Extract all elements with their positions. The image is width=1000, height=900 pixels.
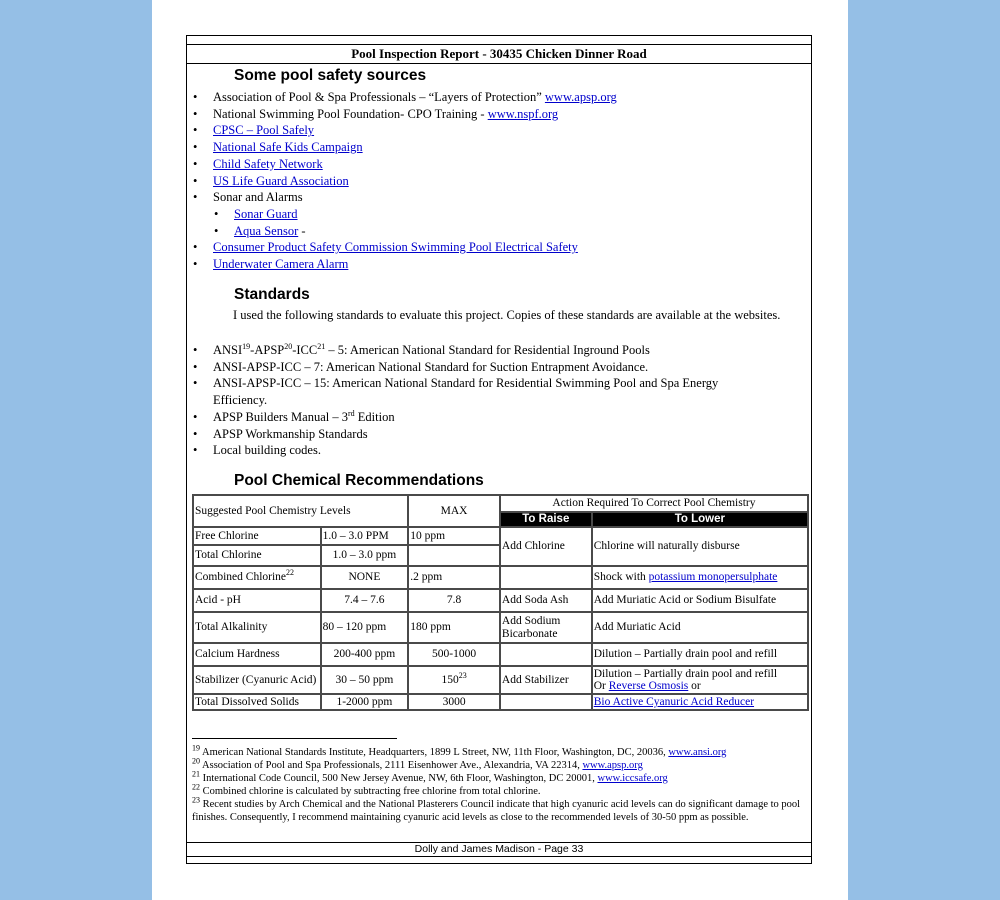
report-title: Pool Inspection Report - 30435 Chicken Dinner Road	[186, 44, 812, 64]
footnote-20: $^{20}$ Association of Pool and Spa Professionals, 2111 Eisenhower Ave., Alexandria, VA 22314, www.apsp.org	[192, 756, 643, 771]
ansi-link[interactable]: www.ansi.org	[668, 747, 727, 758]
standards-list	[192, 342, 773, 459]
safe-kids-link[interactable]: National Safe Kids Campaign	[213, 140, 363, 155]
list-item	[192, 122, 617, 139]
standards-heading: Standards	[234, 286, 310, 303]
header-action: Action Required To Correct Pool Chemistry	[500, 495, 808, 512]
list-item: • Local building codes.	[192, 442, 773, 459]
footnotes	[192, 743, 802, 824]
list-item	[192, 139, 617, 156]
apsp-footnote-link[interactable]: www.apsp.org	[582, 760, 643, 771]
list-item: • APSP Workmanship Standards	[192, 426, 773, 443]
list-item: • National Swimming Pool Foundation- CPO Training - www.nspf.org	[192, 106, 617, 123]
table-row: Total Chlorine 1.0 – 3.0 ppm	[193, 545, 808, 566]
footnote-23: $^{23}$ Recent studies by Arch Chemical and the National Plasterers Council indicate that high cyanuric acid levels can do significant damage to pool finishes. Consequently, I recommend maintaining cyanuric acid levels as close to the recommended levels of 30-50 ppm as possible.	[192, 795, 801, 823]
header-raise: To Raise	[500, 512, 592, 527]
list-item: • APSP Builders Manual – 3rd Edition	[192, 409, 773, 426]
list-item: • Association of Pool & Spa Professionals – “Layers of Protection” www.apsp.org	[192, 89, 617, 106]
safety-heading: Some pool safety sources	[234, 67, 427, 84]
list-item	[192, 156, 617, 173]
iccsafe-link[interactable]: www.iccsafe.org	[597, 773, 668, 784]
potassium-link[interactable]: potassium monopersulphate	[648, 571, 778, 584]
table-row: Free Chlorine 1.0 – 3.0 PPM 10 ppm Add Chlorine Chlorine will naturally disburse	[193, 527, 808, 545]
electrical-safety-link[interactable]: Consumer Product Safety Commission Swimming Pool Electrical Safety	[213, 240, 578, 255]
table-row: Stabilizer (Cyanuric Acid) 30 – 50 ppm $150^{23}$ Add Stabilizer Dilution – Partially drain pool and refill Or Reverse Osmosis or	[193, 666, 808, 694]
table-row: Calcium Hardness 200-400 ppm 500-1000 Dilution – Partially drain pool and refill	[193, 643, 808, 666]
list-item	[192, 173, 617, 190]
list-item: • ANSI$^{19}$-APSP$^{20}$-ICC$^{21}$ – 5: American National Standard for Residential Inground Pools	[192, 342, 773, 359]
page-footer: Dolly and James Madison - Page 33	[186, 842, 812, 857]
footnote-19: $^{19}$ American National Standards Institute, Headquarters, 1899 L Street, NW, 11th Floor, Washington, DC, 20036, www.ansi.org	[192, 743, 727, 758]
header-levels: Suggested Pool Chemistry Levels	[193, 495, 408, 527]
list-item: • Aqua Sensor -	[192, 223, 617, 240]
life-guard-link[interactable]: US Life Guard Association	[213, 173, 349, 188]
cpsc-pool-safely-link[interactable]: CPSC – Pool Safely	[213, 123, 315, 138]
table-row: Total Dissolved Solids 1-2000 ppm 3000 Bio Active Cyanuric Acid Reducer	[193, 694, 808, 710]
footnote-21: $^{21}$ International Code Council, 500 New Jersey Avenue, NW, 6th Floor, Washington, DC 20001, www.iccsafe.org	[192, 769, 668, 784]
reverse-osmosis-link[interactable]: Reverse Osmosis	[608, 680, 689, 692]
aqua-sensor-link[interactable]: Aqua Sensor	[234, 223, 299, 238]
standards-intro: I used the following standards to evaluate this project. Copies of these standards are available at the websites.	[233, 308, 781, 322]
list-item: • Sonar and Alarms	[192, 189, 617, 206]
footnote-22: $^{22}$ Combined chlorine is calculated by subtracting free chlorine from total chlorine.	[192, 782, 541, 797]
table-row: Total Alkalinity 80 – 120 ppm 180 ppm Add Sodium Bicarbonate Add Muriatic Acid	[193, 612, 808, 643]
child-safety-network-link[interactable]: Child Safety Network	[213, 156, 323, 171]
list-item	[192, 256, 617, 273]
chemistry-table	[192, 494, 809, 711]
list-item: • ANSI-APSP-ICC – 7: American National Standard for Suction Entrapment Avoidance.	[192, 359, 773, 376]
list-item	[192, 206, 617, 223]
list-item: • ANSI-APSP-ICC – 15: American National Standard for Residential Swimming Pool and Spa Energy Efficiency.	[192, 375, 773, 408]
document-page	[152, 0, 848, 900]
cyanuric-reducer-link[interactable]: Bio Active Cyanuric Acid Reducer	[593, 695, 755, 708]
nspf-link[interactable]: www.nspf.org	[487, 106, 559, 121]
camera-alarm-link[interactable]: Underwater Camera Alarm	[213, 257, 349, 272]
table-row: Acid - pH 7.4 – 7.6 7.8 Add Soda Ash Add Muriatic Acid or Sodium Bisulfate	[193, 589, 808, 612]
footnote-rule	[192, 738, 397, 739]
sonar-guard-link[interactable]: Sonar Guard	[234, 206, 298, 221]
table-row: Combined Chlorine$^{22}$ NONE .2 ppm Shock with potassium monopersulphate	[193, 566, 808, 589]
apsp-link[interactable]: www.apsp.org	[544, 90, 617, 104]
header-max: MAX	[408, 495, 500, 527]
chemical-heading: Pool Chemical Recommendations	[234, 472, 484, 489]
list-item	[192, 239, 617, 256]
header-lower: To Lower	[592, 512, 808, 527]
safety-list	[192, 89, 617, 273]
